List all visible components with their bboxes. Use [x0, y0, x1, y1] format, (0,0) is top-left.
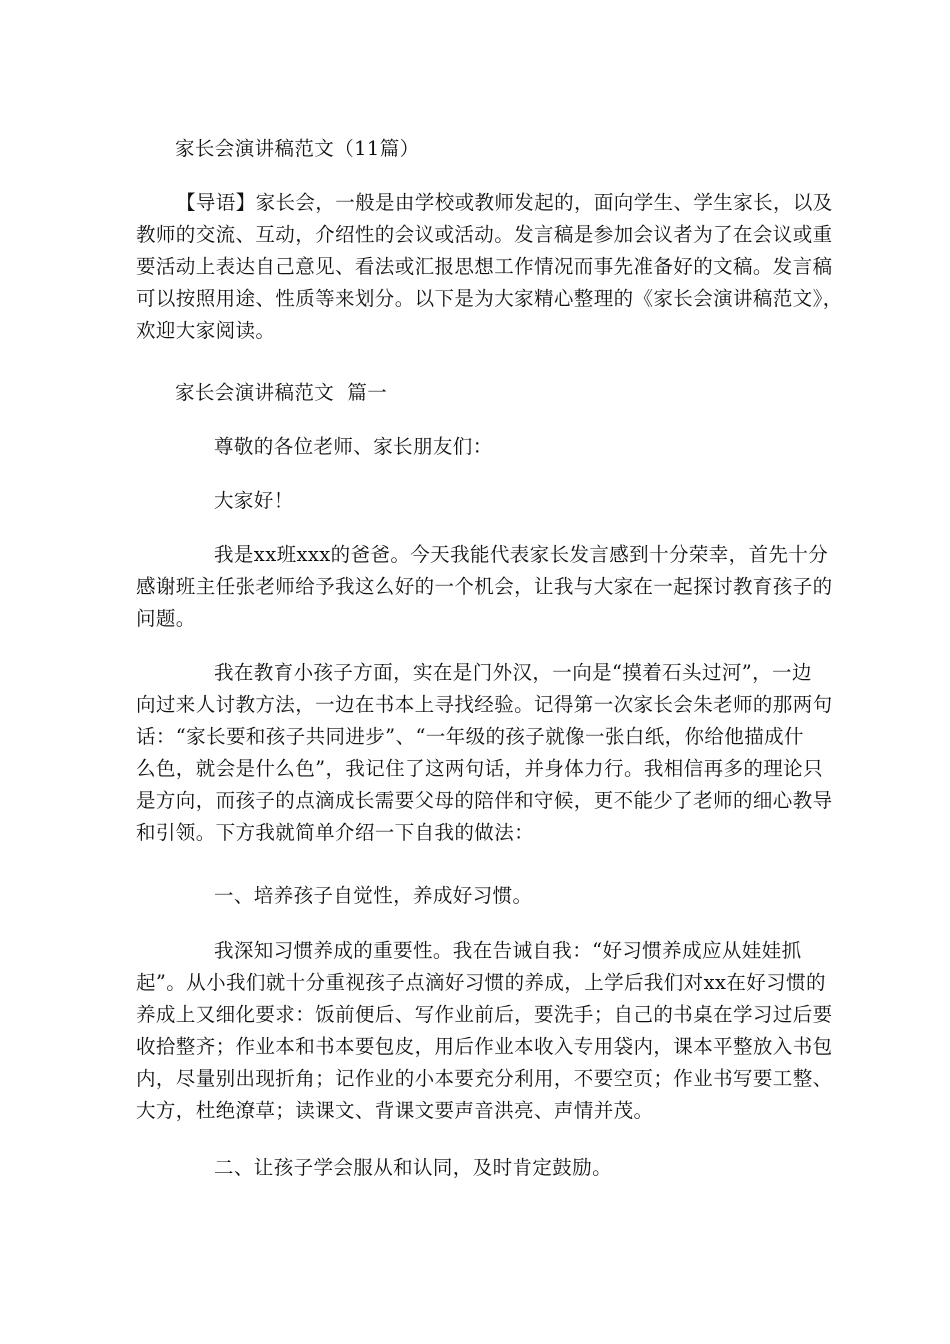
paragraph-line: 我深知习惯养成的重要性。我在告诫自我：“好习惯养成应从娃娃抓	[214, 939, 802, 962]
paragraph-line: 养成上又细化要求：饭前便后、写作业前后，要洗手；自己的书桌在学习过后要	[136, 1003, 833, 1026]
paragraph-line: 大方，杜绝潦草；读课文、背课文要声音洪亮、声情并茂。	[136, 1099, 654, 1122]
document-title: 家长会演讲稿范文（11篇）	[175, 137, 420, 160]
greeting: 大家好！	[214, 489, 294, 512]
section-heading: 一、培养孩子自觉性，养成好习惯。	[214, 884, 533, 907]
paragraph-line: 是方向，而孩子的点滴成长需要父母的陪伴和守候，更不能少了老师的细心教导	[136, 789, 833, 812]
paragraph-line: 感谢班主任张老师给予我这么好的一个机会，让我与大家在一起探讨教育孩子的	[136, 575, 833, 598]
intro-line: 要活动上表达自己意见、看法或汇报思想工作情况而事先准备好的文稿。发言稿	[136, 255, 833, 278]
paragraph-line: 我是xx班xxx的爸爸。今天我能代表家长发言感到十分荣幸，首先十分	[214, 543, 829, 566]
intro-line: 欢迎大家阅读。	[136, 319, 276, 342]
section-heading: 二、让孩子学会服从和认同，及时肯定鼓励。	[214, 1156, 613, 1179]
paragraph-line: 么色，就会是什么色”，我记住了这两句话，并身体力行。我相信再多的理论只	[136, 757, 823, 780]
paragraph-line: 话：“家长要和孩子共同进步”、“一年级的孩子就像一张白纸，你给他描成什	[136, 725, 804, 748]
paragraph-line: 我在教育小孩子方面，实在是门外汉，一向是“摸着石头过河”，一边	[214, 661, 812, 684]
salutation: 尊敬的各位老师、家长朋友们：	[214, 435, 493, 458]
paragraph-line: 向过来人讨教方法，一边在书本上寻找经验。记得第一次家长会朱老师的那两句	[136, 693, 833, 716]
intro-line: 可以按照用途、性质等来划分。以下是为大家精心整理的《家长会演讲稿范文》，	[136, 287, 843, 310]
section-title: 家长会演讲稿范文 篇一	[175, 381, 388, 404]
paragraph-line: 和引领。下方我就简单介绍一下自我的做法：	[136, 821, 535, 844]
intro-line: 【导语】家长会，一般是由学校或教师发起的，面向学生、学生家长，以及	[176, 191, 833, 214]
paragraph-line: 起”。从小我们就十分重视孩子点滴好习惯的养成，上学后我们对xx在好习惯的	[136, 971, 826, 994]
paragraph-line: 收拾整齐；作业本和书本要包皮，用后作业本收入专用袋内，课本平整放入书包	[136, 1035, 833, 1058]
intro-line: 教师的交流、互动，介绍性的会议或活动。发言稿是参加会议者为了在会议或重	[136, 223, 833, 246]
paragraph-line: 内，尽量别出现折角；记作业的小本要充分利用，不要空页；作业书写要工整、	[136, 1067, 833, 1090]
paragraph-line: 问题。	[136, 607, 196, 630]
